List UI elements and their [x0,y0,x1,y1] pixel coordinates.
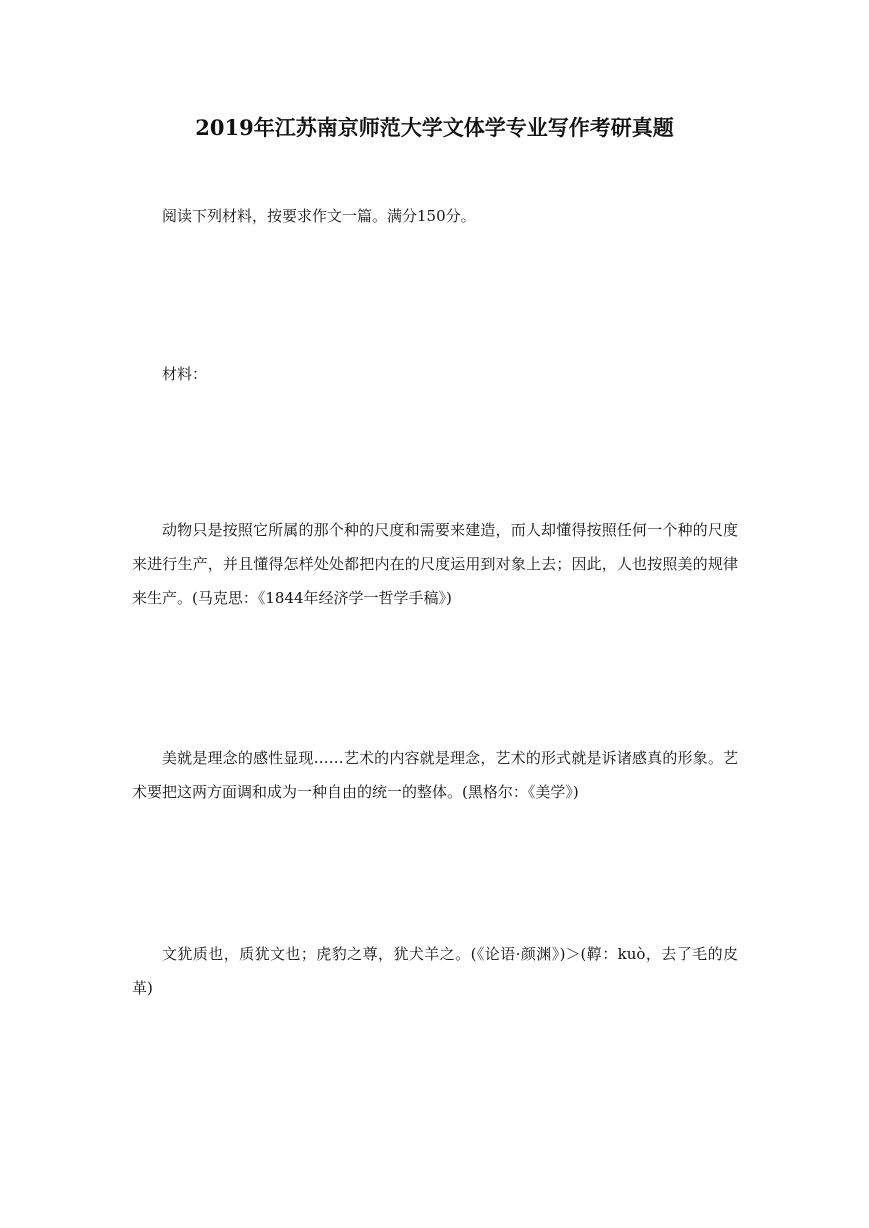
material-lunyu-quote: 文犹质也，质犹文也；虎豹之尊，犹犬羊之。(《论语·颜渊》)＞(鞟：kuò，去了毛的皮革) [132,945,738,997]
material-marx-quote: 动物只是按照它所属的那个种的尺度和需要来建造，而人却懂得按照任何一个种的尺度来进行生产，并且懂得怎样处处都把内在的尺度运用到对象上去；因此，人也按照美的规律来生产。(马克思：《1844年经济学一哲学手稿》) [132,521,738,607]
material-hegel-quote: 美就是理念的感性显现……艺术的内容就是理念，艺术的形式就是诉诸感真的形象。艺术要把这两方面调和成为一种自由的统一的整体。(黑格尔：《美学》) [132,749,738,801]
page-title: 2019年江苏南京师范大学文体学专业写作考研真题 [195,115,674,140]
material-label: 材料： [162,365,208,383]
instruction-paragraph: 阅读下列材料，按要求作文一篇。满分150分。 [162,207,476,225]
